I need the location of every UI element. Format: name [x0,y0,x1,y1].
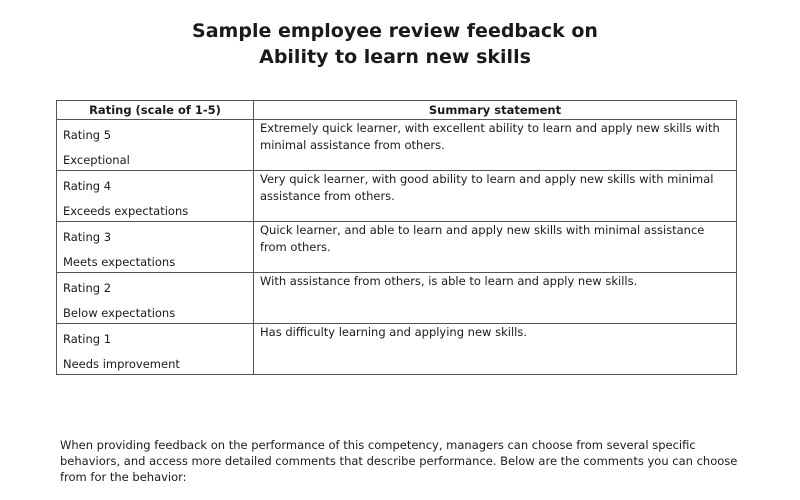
summary-statement: Has difficulty learning and applying new skills. [254,324,737,375]
header-summary: Summary statement [254,101,737,120]
rating-cell [57,324,254,375]
rating-cell [57,222,254,273]
rating-cell [57,273,254,324]
title-line-1: Sample employee review feedback on [192,20,598,42]
rating-number: Rating 3 [63,230,112,244]
rating-number: Rating 5 [63,128,112,142]
table-row [57,120,737,171]
table-row [57,324,737,375]
rating-level: Meets expectations [63,255,176,269]
table-row [57,222,737,273]
rating-level: Exceeds expectations [63,204,189,218]
rating-number: Rating 2 [63,281,112,295]
title-line-2: Ability to learn new skills [259,46,531,68]
rating-level: Exceptional [63,153,130,167]
summary-statement: Very quick learner, with good ability to learn and apply new skills with minimal assistance from others. [254,171,737,222]
page-title [0,18,790,70]
table-header-row [57,101,737,120]
rating-number: Rating 1 [63,332,112,346]
rating-number: Rating 4 [63,179,112,193]
summary-statement: Quick learner, and able to learn and apply new skills with minimal assistance from others. [254,222,737,273]
rating-level: Below expectations [63,306,176,320]
review-table [56,100,737,375]
table-row [57,171,737,222]
table-row [57,273,737,324]
header-rating: Rating (scale of 1-5) [57,101,254,120]
footer-paragraph: When providing feedback on the performance of this competency, managers can choose from several specific behaviors, and access more detailed comments that describe performance. Below are the comments you can choose from for the behavior: [60,438,738,484]
rating-cell [57,171,254,222]
summary-statement: With assistance from others, is able to learn and apply new skills. [254,273,737,324]
rating-cell [57,120,254,171]
rating-level: Needs improvement [63,357,180,371]
summary-statement: Extremely quick learner, with excellent ability to learn and apply new skills with minimal assistance from others. [254,120,737,171]
